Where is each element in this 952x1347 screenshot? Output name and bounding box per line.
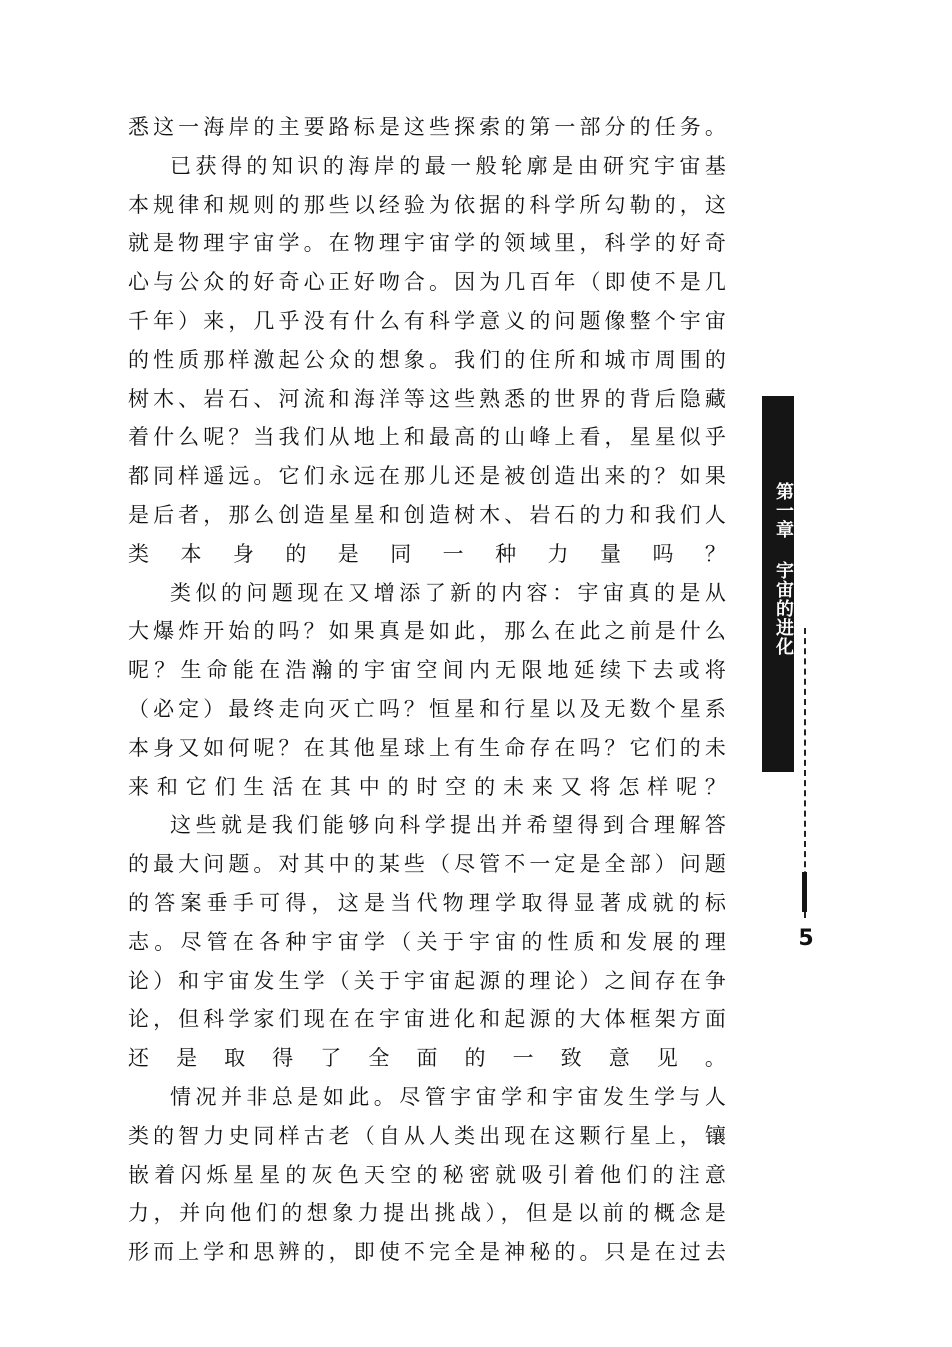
text-line: 大爆炸开始的吗？如果真是如此，那么在此之前是什么	[128, 619, 728, 644]
text-line: 类本身的是同一种力量吗？	[128, 541, 728, 566]
text-line: 是后者，那么创造星星和创造树木、岩石的力和我们人	[128, 502, 728, 527]
text-line: 都同样遥远。它们永远在那儿还是被创造出来的？如果	[128, 464, 728, 489]
paragraph-4	[128, 806, 728, 1078]
text-line: 的最大问题。对其中的某些（尽管不一定是全部）问题	[128, 852, 728, 877]
text-line: 本身又如何呢？在其他星球上有生命存在吗？它们的未	[128, 735, 728, 760]
text-line: 呢？生命能在浩瀚的宇宙空间内无限地延续下去或将	[128, 658, 728, 683]
text-line: 论）和宇宙发生学（关于宇宙起源的理论）之间存在争	[128, 968, 728, 993]
text-line: 已获得的知识的海岸的最一般轮廓是由研究宇宙基	[170, 153, 728, 178]
text-line: 志。尽管在各种宇宙学（关于宇宙的性质和发展的理	[128, 929, 728, 954]
text-line: 悉这一海岸的主要路标是这些探索的第一部分的任务。	[128, 115, 728, 139]
paragraph-5	[128, 1078, 728, 1272]
text-line: 千年）来，几乎没有什么有科学意义的问题像整个宇宙	[128, 308, 728, 333]
text-line: 的性质那样激起公众的想象。我们的住所和城市周围的	[128, 347, 728, 372]
text-line: 着什么呢？当我们从地上和最高的山峰上看，星星似乎	[128, 425, 728, 450]
text-line: 论，但科学家们现在在宇宙进化和起源的大体框架方面	[128, 1007, 728, 1032]
text-line: 心与公众的好奇心正好吻合。因为几百年（即使不是几	[128, 270, 728, 295]
chapter-title: 第一章 宇宙的进化	[773, 482, 794, 656]
text-line: 就是物理宇宙学。在物理宇宙学的领域里，科学的好奇	[128, 231, 728, 256]
text-line: 情况并非总是如此。尽管宇宙学和宇宙发生学与人	[170, 1084, 728, 1109]
text-line: 还是取得了全面的一致意见。	[128, 1046, 728, 1071]
page-number: 5	[798, 926, 814, 951]
text-line: 树木、岩石、河流和海洋等这些熟悉的世界的背后隐藏	[128, 386, 728, 411]
chapter-tab	[762, 396, 794, 772]
page-body	[128, 108, 728, 1272]
text-line: 这些就是我们能够向科学提出并希望得到合理解答	[170, 813, 728, 838]
text-line: 类的智力史同样古老（自从人类出现在这颗行星上，镶	[128, 1123, 728, 1148]
text-line: 形而上学和思辨的，即使不完全是神秘的。只是在过去	[128, 1240, 728, 1265]
text-line: （必定）最终走向灭亡吗？恒星和行星以及无数个星系	[128, 696, 728, 721]
paragraph-3	[128, 574, 728, 807]
paragraph-1	[128, 108, 728, 147]
text-line: 本规律和规则的那些以经验为依据的科学所勾勒的，这	[128, 192, 728, 217]
text-line: 类似的问题现在又增添了新的内容：宇宙真的是从	[170, 580, 728, 605]
paragraph-2	[128, 147, 728, 574]
text-line: 来和它们生活在其中的时空的未来又将怎样呢？	[128, 774, 728, 799]
text-line: 嵌着闪烁星星的灰色天空的秘密就吸引着他们的注意	[128, 1162, 728, 1187]
text-line: 力，并向他们的想象力提出挑战），但是以前的概念是	[128, 1201, 728, 1226]
margin-rule-marker	[802, 872, 807, 912]
text-line: 的答案垂手可得，这是当代物理学取得显著成就的标	[128, 890, 728, 915]
